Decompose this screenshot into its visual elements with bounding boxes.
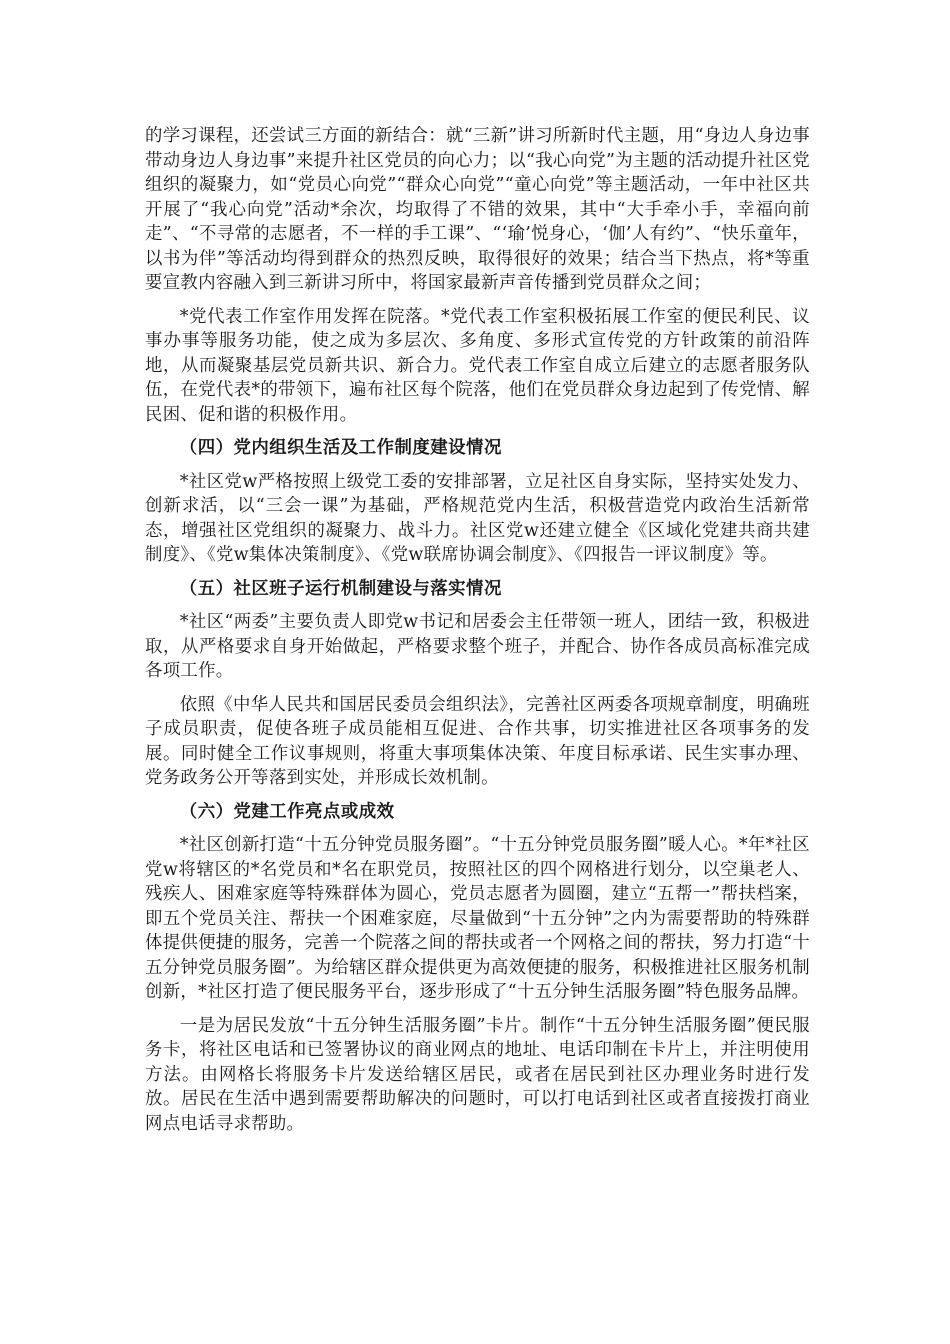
paragraph-continued: 的学习课程，还尝试三方面的新结合：就“三新”讲习所新时代主题，用“身边人身边事带动身边人身边事”来提升社区党员的向心力；以“我心向党”为主题的活动提升社区党组织的凝聚力，如“党员心向党”“群众心向党”“童心向党”等主题活动，一年中社区共开展了“我心向党”活动*余次，均取得了不错的效果，其中“大手牵小手，幸福向前走”、“不寻常的志愿者，不一样的手工课”、“‘瑜’悦身心，‘伽’人有约”、“快乐童年，以书为伴”等活动均得到群众的热烈反映，取得很好的效果；结合当下热点，将*等重要宣教内容融入到三新讲习所中，将国家最新声音传播到党员群众之间； [145, 126, 810, 293]
paragraph: *社区创新打造“十五分钟党员服务圈”。“十五分钟党员服务圈”暖人心。*年*社区党w将辖区的*名党员和*名在职党员，按照社区的四个网格进行划分，以空巢老人、残疾人、困难家庭等特殊群体为圆心，党员志愿者为圆圈，建立“五帮一”帮扶档案，即五个党员关注、帮扶一个困难家庭，尽量做到“十五分钟”之内为需要帮助的特殊群体提供便捷的服务，完善一个院落之间的帮扶或者一个网格之间的帮扶，努力打造“十五分钟党员服务圈”。为给辖区群众提供更为高效便捷的服务，积极推进社区服务机制创新，*社区打造了便民服务平台，逐步形成了“十五分钟生活服务圈”特色服务品牌。 [145, 835, 810, 1002]
paragraph: *党代表工作室作用发挥在院落。*党代表工作室积极拓展工作室的便民利民、议事办事等服务功能，使之成为多层次、多角度、多形式宣传党的方针政策的前沿阵地，从而凝聚基层党员新共识、新合力。党代表工作室自成立后建立的志愿者服务队伍，在党代表*的带领下，遍布社区每个院落，他们在党员群众身边起到了传党情、解民困、促和谐的积极作用。 [145, 306, 810, 425]
document-page [145, 124, 810, 1145]
section-heading-4: （四）党内组织生活及工作制度建设情况 [179, 438, 502, 458]
paragraph: *社区“两委”主要负责人即党w书记和居委会主任带领一班人，团结一致，积极进取，从严格要求自身开始做起，严格要求整个班子，并配合、协作各成员高标准完成各项工作。 [145, 612, 810, 681]
paragraph: 依照《中华人民共和国居民委员会组织法》，完善社区两委各项规章制度，明确班子成员职责，促使各班子成员能相互促进、合作共事，切实推进社区各项事务的发展。同时健全工作议事规则，将重大事项集体决策、年度目标承诺、民生实事办理、党务政务公开等落到实处，并形成长效机制。 [145, 694, 810, 788]
paragraph: 一是为居民发放“十五分钟生活服务圈”卡片。制作“十五分钟生活服务圈”便民服务卡，将社区电话和已签署协议的商业网点的地址、电话印制在卡片上，并注明使用方法。由网格长将服务卡片发送给辖区居民，或者在居民到社区办理业务时进行发放。居民在生活中遇到需要帮助解决的问题时，可以打电话到社区或者直接拨打商业网点电话寻求帮助。 [145, 1015, 810, 1134]
section-heading-5: （五）社区班子运行机制建设与落实情况 [179, 578, 502, 599]
paragraph: *社区党w严格按照上级党工委的安排部署，立足社区自身实际，坚持实处发力、创新求活，以“三会一课”为基础，严格规范党内生活，积极营造党内政治生活新常态，增强社区党组织的凝聚力、战斗力。社区党w还建立健全《区域化党建共商共建制度》、《党w集体决策制度》、《党w联席协调会制度》、《四报告一评议制度》等。 [145, 471, 810, 565]
section-heading-6: （六）党建工作亮点或成效 [179, 801, 395, 822]
